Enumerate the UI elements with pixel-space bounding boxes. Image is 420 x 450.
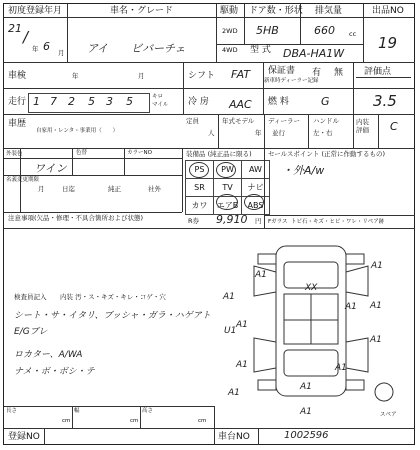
glass-label: Fガラス — [268, 219, 288, 225]
inspection-year: 年 — [72, 72, 79, 80]
rule — [264, 148, 265, 228]
height-unit: cm — [198, 418, 207, 424]
equip-navi: ナビ — [242, 179, 270, 197]
mark-circle — [244, 194, 264, 210]
handle-label: ハンドル — [313, 117, 339, 125]
lot-label: 出品NO — [372, 6, 404, 16]
mark-circle — [189, 162, 209, 178]
rule — [4, 428, 415, 429]
exterior-value: ワイン — [34, 162, 67, 175]
rule — [183, 62, 184, 114]
rule — [264, 215, 415, 216]
month-unit: 月 — [58, 49, 65, 57]
first-reg-label: 初度登録年月 — [8, 6, 63, 16]
interior-label: 内装 — [356, 118, 369, 126]
year-model-label: 年式モデル — [222, 117, 255, 125]
equip-ps: PS — [186, 161, 214, 179]
rule — [308, 114, 309, 148]
damage-mark: U1 — [224, 326, 237, 336]
date-day: 日迄 — [62, 185, 75, 193]
inspector-label: 検査員記入 — [14, 293, 47, 301]
rule — [72, 148, 73, 175]
mileage-digit: 3 — [106, 95, 113, 108]
rule — [140, 406, 141, 428]
hw-lot: 19 — [378, 34, 398, 52]
mileage-digit: 5 — [126, 95, 133, 108]
fuel-label: 燃 料 — [268, 97, 289, 107]
damage-mark: A1 — [228, 388, 240, 398]
length-unit: cm — [62, 418, 71, 424]
warranty-label: 保証書 — [268, 66, 296, 76]
rule — [4, 175, 182, 176]
inspector-options: 内装 汚・ス・キズ・キレ・コゲ・穴 — [60, 293, 166, 301]
rule — [4, 158, 182, 159]
damage-mark: A1 — [345, 302, 357, 312]
equip-sr: SR — [186, 179, 214, 197]
warranty-no: 無 — [334, 68, 344, 78]
rule — [244, 4, 245, 44]
rule — [214, 428, 215, 445]
hw-car-name: アイ — [87, 42, 109, 55]
rule — [4, 228, 415, 229]
rule — [214, 406, 215, 428]
name-grade-label: 車名・グレード — [110, 6, 174, 16]
rule — [258, 428, 259, 445]
rule — [44, 428, 45, 445]
shift-value: FAT — [231, 68, 251, 81]
glass-sub: トビ石・キズ・ヒビ・ワレ・リペア跡 — [291, 219, 385, 225]
mileage-unit-km: キロ — [152, 94, 164, 100]
mileage-digit: 7 — [50, 95, 57, 108]
rule — [218, 114, 219, 148]
ac-value: AAC — [229, 98, 252, 111]
rule — [4, 114, 353, 115]
r-unit: 円 — [255, 217, 262, 225]
inspector-line-4: ナメ・ボ・ボシ・テ — [14, 367, 95, 377]
rule — [353, 62, 354, 148]
mileage-digit: 1 — [33, 95, 40, 108]
capacity-label: 定員 — [186, 117, 199, 125]
color-no-label: カラーNO — [127, 150, 152, 156]
model-label: 型 式 — [250, 45, 271, 55]
hw-slash: / — [23, 28, 29, 46]
chassis-label: 車台NO — [218, 432, 250, 442]
spare-label: スペア — [380, 412, 397, 418]
equipment-title: 装備品 (純正品に限る) — [186, 150, 252, 158]
rule — [263, 88, 264, 114]
rule — [182, 148, 183, 212]
mileage-unit-mile: マイル — [152, 102, 169, 108]
usage-sub: 自家用・レンタ・事業用（ ） — [36, 128, 119, 134]
usage-label: 車歴 — [8, 119, 27, 129]
rule — [216, 44, 363, 45]
damage-mark: A1 — [370, 301, 382, 311]
damage-mark: A1 — [236, 320, 248, 330]
displacement-label: 排気量 — [315, 6, 343, 16]
equip-pw: PW — [214, 161, 242, 179]
hw-model: DBA-HA1W — [283, 47, 345, 60]
damage-mark: A1 — [255, 270, 267, 280]
score-value: 3.5 — [373, 92, 397, 110]
notes-label: 注意事項(欠品・修理・不具合箇所および状態) — [8, 214, 144, 222]
rule — [263, 62, 264, 88]
capacity-unit: 人 — [208, 129, 215, 137]
hw-year: 21 — [8, 22, 22, 35]
damage-mark: A1 — [371, 261, 383, 271]
mileage-digit: 2 — [68, 95, 75, 108]
handle-lr: 左・右 — [313, 129, 333, 137]
mark-circle — [216, 194, 238, 210]
rule — [4, 212, 182, 213]
rule — [356, 77, 411, 78]
damage-mark: A1 — [236, 360, 248, 370]
hw-grade: ビバーチェ — [131, 42, 186, 55]
rule — [67, 4, 68, 62]
date-aftermarket: 社外 — [148, 185, 161, 193]
rule — [216, 4, 217, 62]
equip-airbag: エアB — [214, 197, 242, 215]
warranty-yes: 有 — [312, 68, 322, 78]
cc-unit: cc — [349, 30, 357, 38]
rule — [72, 406, 73, 428]
warranty-sub: 新車時ディーラー記録 — [264, 78, 319, 84]
damage-mark: A1 — [300, 407, 312, 417]
inspection-label: 車検 — [8, 71, 27, 81]
ac-label: 冷 房 — [188, 97, 209, 107]
rule — [378, 114, 379, 148]
year-unit: 年 — [32, 45, 39, 53]
inspector-line-2: E/Gブレ — [14, 327, 48, 337]
chassis-value: 1002596 — [284, 430, 329, 441]
interior-label-2: 評価 — [356, 126, 369, 134]
r-value: 9,910 — [216, 213, 248, 226]
equip-aw: AW — [242, 161, 270, 179]
exterior-label: 外装色 — [6, 151, 23, 157]
rule — [353, 114, 415, 115]
damage-mark: A1 — [300, 382, 312, 392]
date-genuine: 純正 — [108, 185, 121, 193]
inspection-month: 月 — [138, 72, 145, 80]
drive-label: 駆動 — [220, 6, 239, 16]
damage-mark: A1 — [223, 292, 235, 302]
equip-abs: ABS — [242, 197, 270, 215]
selling-value: ・外A/w — [282, 164, 325, 177]
mileage-label: 走行 — [8, 97, 27, 107]
equip-leather: カワ — [186, 197, 214, 215]
damage-mark: XX — [305, 283, 318, 293]
dealer-label: ディーラー — [268, 117, 300, 125]
equip-tv: TV — [214, 179, 242, 197]
rule — [363, 4, 364, 62]
rule — [124, 148, 125, 175]
fuel-value: G — [321, 95, 330, 108]
hw-doors: 5HB — [256, 24, 279, 37]
damage-mark: A1 — [370, 335, 382, 345]
mileage-digit: 5 — [88, 95, 95, 108]
reg-no-label: 登録NO — [8, 432, 40, 442]
dealer-sub: 並行 — [272, 129, 285, 137]
mark-circle — [216, 162, 236, 178]
rule — [264, 114, 265, 148]
door-label: ドア数・形状 — [249, 6, 303, 16]
selling-label: セールスポイント (正常に作動するもの) — [268, 150, 386, 158]
rule — [4, 17, 415, 18]
date-month: 月 — [38, 185, 45, 193]
width-label: 幅 — [74, 408, 80, 414]
year-model-unit: 年 — [255, 129, 262, 137]
rule — [4, 406, 214, 407]
rule — [4, 148, 415, 149]
length-label: 長さ — [6, 408, 18, 414]
width-unit: cm — [130, 418, 139, 424]
drive-2wd: 2WD — [222, 27, 238, 35]
interior-value: C — [390, 120, 398, 133]
hw-month: 6 — [43, 40, 50, 53]
hw-cc: 660 — [314, 24, 335, 37]
damage-mark: A1 — [335, 363, 347, 373]
inspector-line-1: シート・サ・イタリ、ブッシャ・ガラ・ハゲアト — [14, 311, 211, 321]
shift-label: シフト — [188, 71, 216, 81]
score-label: 評価点 — [364, 67, 392, 77]
color-change-label: 色替 — [76, 150, 88, 156]
height-label: 高さ — [142, 408, 154, 414]
dealer-deadline-label: 名義変更期限 — [6, 177, 40, 183]
drive-4wd: 4WD — [222, 46, 238, 54]
inspector-line-3: ロカター、A/WA — [14, 350, 83, 360]
r-label: R券 — [188, 217, 200, 225]
